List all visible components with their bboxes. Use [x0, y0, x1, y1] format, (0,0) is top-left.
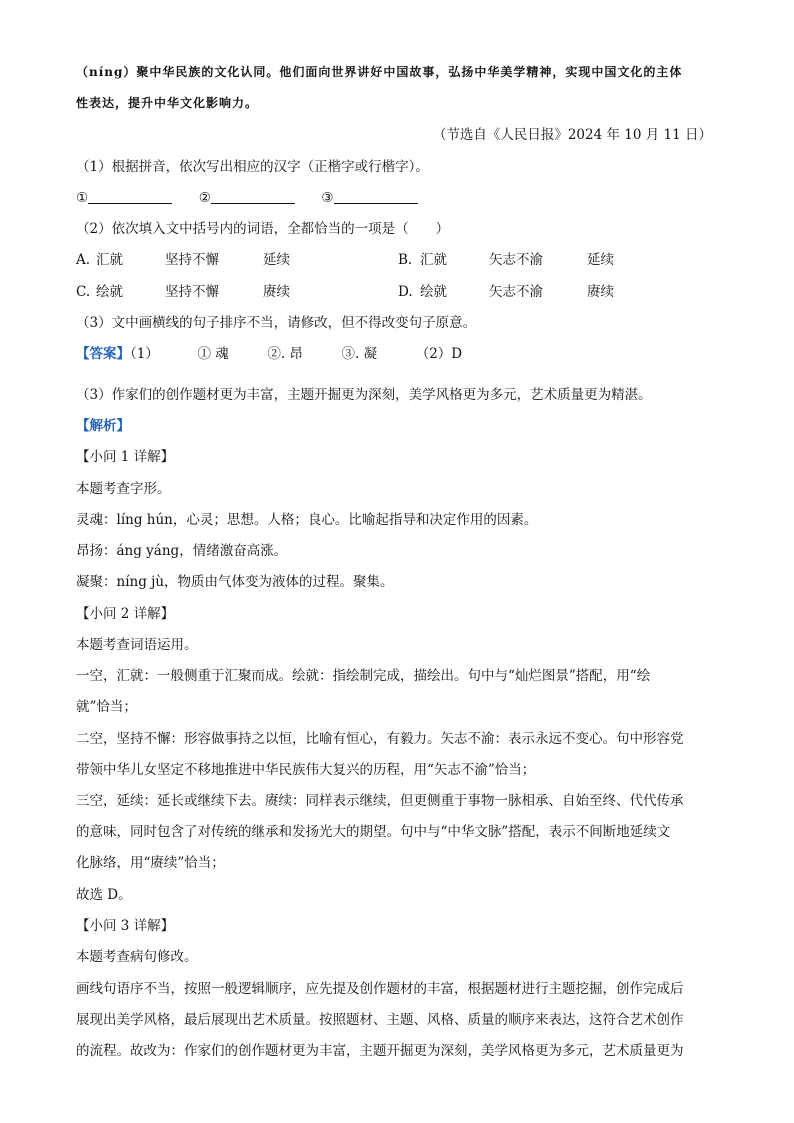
answer-part-2: （2）D [415, 346, 463, 362]
subquestion-1-line-3: 凝聚：níng jù，物质由气体变为液体的过程。聚集。 [76, 574, 394, 590]
blank-3-marker: ③ [321, 190, 334, 206]
subquestion-2-line-6: 的意味，同时包含了对传统的继承和发扬光大的期望。句中与“中华文脉”搭配，表示不间断地延续文 [76, 824, 671, 840]
option-a-word-3: 延续 [263, 252, 290, 268]
subquestion-2-line-5: 三空，延续：延长或继续下去。赓续：同样表示继续，但更侧重于事物一脉相承、自始至终、代代传承 [76, 793, 684, 809]
option-c-letter: C. [76, 284, 91, 300]
analysis-tag: 【解析】 [76, 418, 130, 434]
question-1-prompt: （1）根据拼音，依次写出相应的汉字（正楷字或行楷字）。 [76, 159, 429, 175]
answer-part-1-label: （1） [130, 346, 159, 362]
subquestion-3-line-1: 画线句语序不当，按照一般逻辑顺序，应先提及创作题材的丰富，根据题材进行主题挖掘，创作完成后 [76, 981, 684, 997]
subquestion-1-line-2: 昂扬：áng yáng，情绪激奋高涨。 [76, 543, 288, 559]
blank-2-line [211, 189, 295, 204]
subquestion-3-line-2: 展现出美学风格，最后展现出艺术质量。按照题材、主题、风格、质量的顺序来表达，这符合艺术创作 [76, 1012, 684, 1028]
option-c-word-1: 绘就 [96, 284, 123, 300]
option-a-word-2: 坚持不懈 [165, 252, 219, 268]
subquestion-1-title: 【小问 1 详解】 [76, 449, 175, 465]
answer-blank-1: ① 魂 [197, 346, 229, 362]
subquestion-2-line-4: 带领中华儿女坚定不移地推进中华民族伟大复兴的历程，用“矢志不渝”恰当； [76, 762, 536, 778]
answer-blank-3: ③. 凝 [341, 346, 378, 362]
option-c-word-2: 坚持不懈 [165, 284, 219, 300]
question-2-prompt: （2）依次填入文中括号内的词语，全都恰当的一项是（ ） [76, 221, 450, 237]
subquestion-2-title: 【小问 2 详解】 [76, 606, 175, 622]
option-d-letter: D. [398, 284, 413, 300]
option-b-word-3: 延续 [587, 252, 614, 268]
answer-tag: 【答案】 [76, 346, 130, 362]
subquestion-2-line-2: 就”恰当； [76, 699, 137, 715]
option-b-word-2: 矢志不渝 [489, 252, 543, 268]
subquestion-2-line-1: 一空，汇就：一般侧重于汇聚而成。绘就：指绘制完成，描绘出。句中与“灿烂图景”搭配，用“绘 [76, 668, 651, 684]
passage-source: （节选自《人民日报》2024 年 10 月 11 日） [432, 127, 712, 143]
subquestion-1-line-1: 灵魂：líng hún，心灵；思想。人格；良心。比喻起指导和决定作用的因素。 [76, 512, 538, 528]
passage-line-2: 性表达，提升中华文化影响力。 [76, 96, 259, 110]
option-a-word-1: 汇就 [96, 252, 123, 268]
subquestion-2-intro: 本题考查词语运用。 [76, 637, 198, 653]
answer-line [76, 344, 462, 364]
option-d-word-2: 矢志不渝 [489, 284, 543, 300]
answer-part-3: （3）作家们的创作题材更为丰富，主题开掘更为深刻，美学风格更为多元，艺术质量更为精湛。 [76, 387, 652, 403]
subquestion-2-line-3: 二空，坚持不懈：形容做事持之以恒，比喻有恒心，有毅力。矢志不渝：表示永远不变心。句中形容党 [76, 731, 684, 747]
blank-1-marker: ① [76, 190, 89, 206]
option-b-letter: B. [398, 252, 413, 268]
blank-3-line [334, 189, 418, 204]
option-c-word-3: 赓续 [263, 284, 290, 300]
blank-2-marker: ② [198, 190, 211, 206]
option-d-word-3: 赓续 [587, 284, 614, 300]
subquestion-1-intro: 本题考查字形。 [76, 481, 171, 497]
question-3-prompt: （3）文中画横线的句子排序不当，请修改，但不得改变句子原意。 [76, 315, 477, 331]
option-b-word-1: 汇就 [420, 252, 447, 268]
subquestion-3-line-3: 的流程。故改为：作家们的创作题材更为丰富，主题开掘更为深刻，美学风格更为多元，艺术质量更为 [76, 1043, 684, 1059]
option-a-letter: A. [76, 252, 91, 268]
subquestion-3-intro: 本题考查病句修改。 [76, 949, 198, 965]
question-1-blanks [76, 188, 418, 208]
blank-1-line [88, 189, 172, 204]
option-d-word-1: 绘就 [420, 284, 447, 300]
answer-blank-2: ②. 昂 [267, 346, 303, 362]
subquestion-2-line-8: 故选 D。 [76, 887, 132, 903]
subquestion-2-line-7: 化脉络，用“赓续”恰当； [76, 855, 225, 871]
passage-line-1: （níng）聚中华民族的文化认同。他们面向世界讲好中国故事，弘扬中华美学精神，实现中国文化的主体 [76, 65, 683, 79]
subquestion-3-title: 【小问 3 详解】 [76, 918, 175, 934]
